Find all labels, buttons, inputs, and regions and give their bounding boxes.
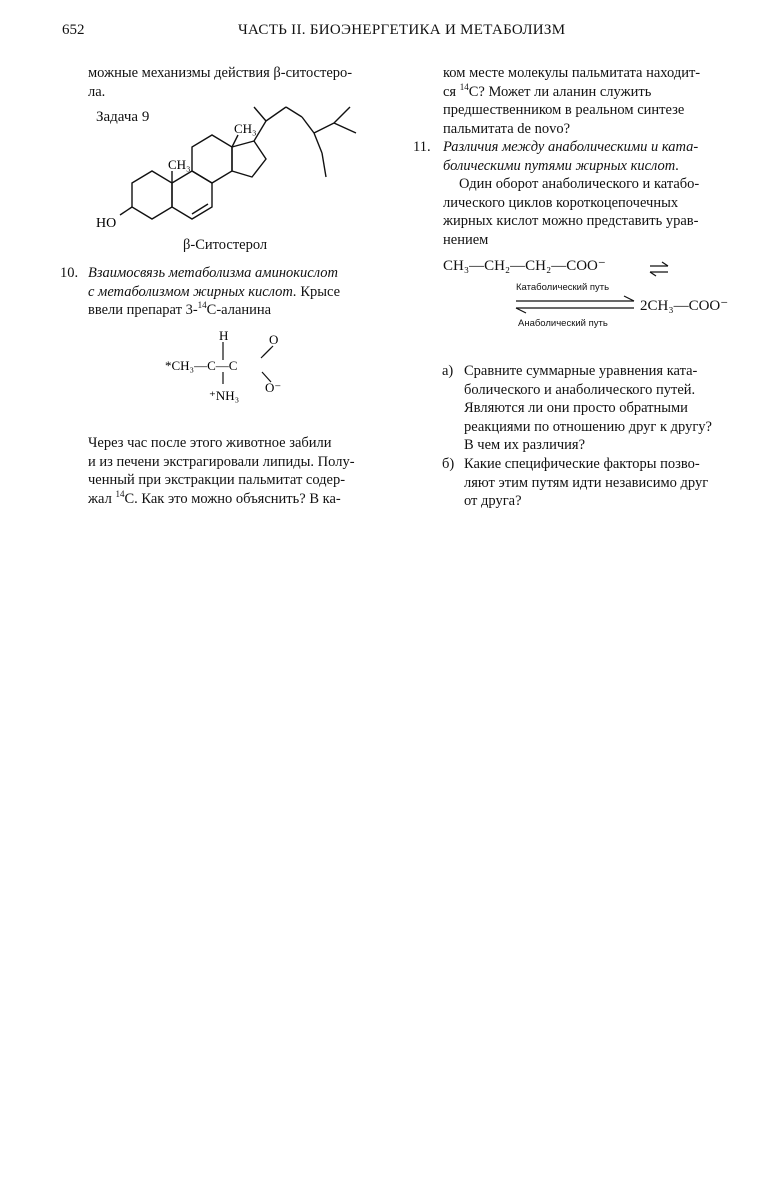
text-line: ком месте молекулы пальмитата находит- [443, 65, 701, 81]
question-line: от друга? [464, 493, 522, 510]
problem-title-line: с метаболизмом жирных кислот. Крысе [88, 283, 341, 300]
nh3-label: ⁺NH₃ [209, 388, 240, 403]
o-top-label: O [269, 332, 279, 347]
question-label: б) [442, 456, 455, 472]
running-title: ЧАСТЬ II. БИОЭНЕРГЕТИКА И МЕТАБОЛИЗМ [238, 22, 566, 38]
text-line: Через час после этого животное забили [88, 435, 332, 451]
text-line: лического циклов короткоцепочечных [443, 194, 679, 211]
alanine-structure [165, 328, 295, 410]
question-a [442, 362, 756, 455]
problem-number: 10. [60, 265, 79, 281]
problem-11 [413, 138, 757, 250]
problem-text-line: ввели препарат 3-$^{14}$C-аланина [88, 300, 272, 319]
text-line: и из печени экстрагировали липиды. Полу- [88, 453, 355, 470]
catabolic-label: Катаболический путь [516, 282, 610, 293]
question-line: Какие специфические факторы позво- [464, 456, 700, 472]
equation-left: CH₃—CH₂—CH₂—COO⁻ [443, 258, 606, 274]
problem-number: 11. [413, 139, 431, 155]
question-line: В чем их различия? [464, 437, 586, 454]
ho-label: HO [96, 216, 117, 231]
text-line: жал $^{14}$C. Как это можно объяснить? В ка- [88, 488, 341, 507]
h-label: H [219, 328, 229, 343]
task9-label: Задача 9 [96, 109, 150, 125]
question-line: Являются ли они просто обратными [464, 400, 688, 417]
text-line: жирных кислот можно представить урав- [443, 213, 699, 230]
text-line: ченный при экстракции пальмитат содер- [88, 472, 346, 489]
structure-caption: β-Ситостерол [183, 237, 268, 253]
equilibrium-arrow-icon [648, 260, 670, 278]
right-continuation [443, 64, 757, 138]
text-line: Один оборот анаболического и катабо- [459, 176, 700, 193]
question-line: болического и анаболического путей. [464, 381, 696, 398]
ring-a [132, 171, 172, 219]
anabolic-label: Анаболический путь [518, 318, 608, 329]
o-minus-label: O⁻ [265, 380, 282, 395]
question-line: реакциями по отношению друг к другу? [464, 418, 712, 435]
ring-c [192, 135, 232, 183]
text-line: предшественником в реальном синтезе [443, 102, 685, 119]
ch3-chain-label: *CH₃—C—C [165, 358, 238, 373]
question-label: а) [442, 363, 454, 379]
text-line: нением [443, 231, 489, 248]
intro-line: ла. [88, 83, 106, 100]
reaction-arrows-icon [514, 294, 638, 316]
problem-title-line: Взаимосвязь метаболизма аминокислот [88, 265, 338, 281]
problem-title-line: болическими путями жирных кислот. [443, 157, 680, 174]
problem-10 [60, 264, 393, 320]
ch3-top-label: CH₃ [234, 121, 257, 136]
problem-10-text [88, 434, 393, 508]
page-number: 652 [62, 22, 85, 38]
intro-line: можные механизмы действия β-ситостеро- [88, 65, 353, 81]
question-line: ляют этим путям идти независимо друг [464, 474, 709, 491]
problem-title-line: Различия между анаболическими и ката- [443, 139, 699, 155]
text-line: ся $^{14}$C? Может ли аланин служить [443, 81, 652, 100]
text-line: пальмитата de novo? [443, 120, 571, 137]
ring-d [232, 141, 266, 177]
question-line: Сравните суммарные уравнения ката- [464, 363, 698, 379]
ch3-mid-label: CH₃ [168, 157, 191, 172]
ring-b [172, 171, 212, 219]
question-b [442, 455, 756, 511]
equation-right: 2CH₃—COO⁻ [640, 298, 729, 314]
